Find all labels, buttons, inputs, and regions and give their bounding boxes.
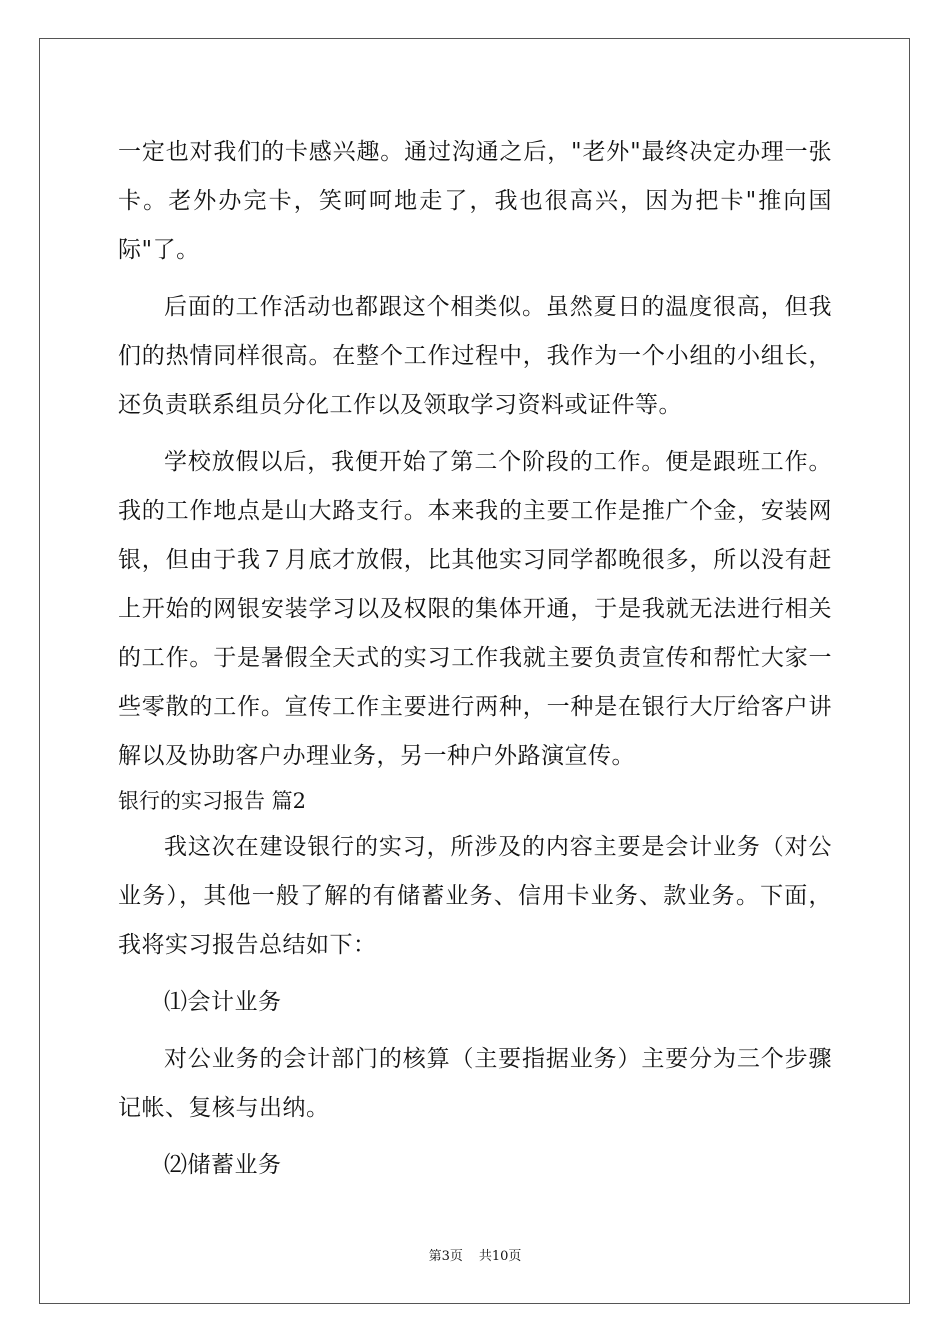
text-line: 业务），其他一般了解的有储蓄业务、信用卡业务、款业务。下面，: [118, 883, 832, 909]
text-line: 的工作。于是暑假全天式的实习工作我就主要负责宣传和帮忙大家一: [118, 645, 832, 671]
text-line: 我的工作地点是山大路支行。本来我的主要工作是推广个金，安装网: [118, 498, 832, 524]
paragraph: [118, 1141, 832, 1190]
page-total: 共10页: [478, 1249, 522, 1264]
list-heading: ⑴会计业务: [164, 989, 282, 1015]
paragraph: [118, 283, 832, 430]
document-body: [118, 128, 832, 1190]
text-line: 卡。老外办完卡，笑呵呵地走了，我也很高兴，因为把卡"推向国: [118, 188, 832, 214]
text-line: 我将实习报告总结如下：: [118, 932, 377, 958]
text-line: 还负责联系组员分化工作以及领取学习资料或证件等。: [118, 392, 682, 418]
paragraph: [118, 438, 832, 781]
text-line: 学校放假以后，我便开始了第二个阶段的工作。便是跟班工作。: [164, 449, 832, 475]
text-line: 上开始的网银安装学习以及权限的集体开通，于是我就无法进行相关: [118, 596, 832, 622]
text-line: 我这次在建设银行的实习，所涉及的内容主要是会计业务（对公: [164, 834, 832, 860]
page-number: 第3页: [428, 1249, 463, 1264]
text-line: 银，但由于我７月底才放假，比其他实习同学都晚很多，所以没有赶: [118, 547, 832, 573]
paragraph: [118, 823, 832, 970]
page-footer: [0, 1248, 950, 1266]
text-line: 际"了。: [118, 237, 200, 263]
text-line: 一定也对我们的卡感兴趣。通过沟通之后，"老外"最终决定办理一张: [118, 139, 832, 165]
paragraph: [118, 128, 832, 275]
text-line: 对公业务的会计部门的核算（主要指据业务）主要分为三个步骤: [164, 1046, 832, 1072]
text-line: 们的热情同样很高。在整个工作过程中，我作为一个小组的小组长，: [118, 343, 832, 369]
text-line: 解以及协助客户办理业务，另一种户外路演宣传。: [118, 743, 635, 769]
text-line: 些零散的工作。宣传工作主要进行两种，一种是在银行大厅给客户讲: [118, 694, 832, 720]
text-line: 记帐、复核与出纳。: [118, 1095, 330, 1121]
list-heading: ⑵储蓄业务: [164, 1152, 282, 1178]
paragraph: [118, 978, 832, 1027]
text-line: 后面的工作活动也都跟这个相类似。虽然夏日的温度很高，但我: [164, 294, 832, 320]
paragraph: [118, 1035, 832, 1133]
section-heading: 银行的实习报告 篇2: [118, 789, 307, 813]
